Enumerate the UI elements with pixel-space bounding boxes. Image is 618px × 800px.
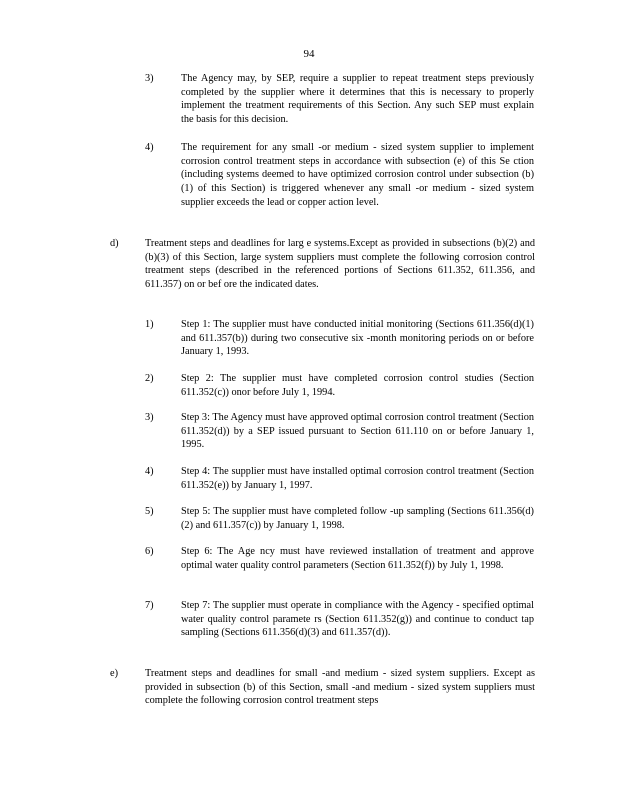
item-label: d) xyxy=(110,238,119,249)
item-text: Step 6: The Age ncy must have reviewed installation of treatment and approve optimal water quality control parameters (Section 611.352(f)) by July 1, 1998. xyxy=(181,546,534,571)
item-label: 1) xyxy=(145,319,154,330)
page-number: 94 xyxy=(303,48,315,60)
item-label: e) xyxy=(110,668,118,679)
item-label: 3) xyxy=(145,73,154,84)
item-label: 2) xyxy=(145,373,154,384)
item-text: The Agency may, by SEP, require a supplier to repeat treatment steps previously completed by the supplier where it determines that this is necessary to properly implement the treatment requirements of this Section. Any such SEP must explain the basis for this decision. xyxy=(181,73,534,126)
item-label: 5) xyxy=(145,506,154,517)
item-text: Step 7: The supplier must operate in compliance with the Agency - specified optimal water quality control paramete rs (Section 611.352(g)) and continue to conduct tap sampling (Sections 611.356(d)(3) and 611.357(d)). xyxy=(181,600,534,639)
item-label: 4) xyxy=(145,142,154,153)
item-label: 6) xyxy=(145,546,154,557)
item-text: Step 2: The supplier must have completed corrosion control studies (Section 611.352(c)) onor before July 1, 1994. xyxy=(181,373,534,398)
item-text: Step 5: The supplier must have completed follow -up sampling (Sections 611.356(d)(2) and 611.357(c)) by January 1, 1998. xyxy=(181,506,534,531)
item-text: Treatment steps and deadlines for small -and medium - sized system suppliers. Except as provided in subsection (b) of this Section, small -and medium - sized system suppliers must complete the following corrosion control treatment steps xyxy=(145,668,535,707)
item-label: 7) xyxy=(145,600,154,611)
item-label: 4) xyxy=(145,466,154,477)
item-text: Step 3: The Agency must have approved optimal corrosion control treatment (Section 611.352(d)) by a SEP issued pursuant to Section 611.110 on or before January 1, 1995. xyxy=(181,412,534,451)
item-text: Step 4: The supplier must have installed optimal corrosion control treatment (Section 611.352(e)) by January 1, 1997. xyxy=(181,466,534,491)
item-text: Step 1: The supplier must have conducted initial monitoring (Sections 611.356(d)(1) and 611.357(b)) during two consecutive six -month monitoring periods on or before January 1, 1993. xyxy=(181,319,534,358)
item-text: Treatment steps and deadlines for larg e systems.Except as provided in subsections (b)(2) and (b)(3) of this Section, large system suppliers must complete the following corrosion control treatment steps (described in the referenced portions of Sections 611.352, 611.356, and 611.357) on or bef ore the indicated dates. xyxy=(145,238,535,291)
item-label: 3) xyxy=(145,412,154,423)
item-text: The requirement for any small -or medium - sized system supplier to implement corrosion control treatment steps in accordance with subsection (e) of this Se ction (including systems deemed to have optimized corrosion control under subsection (b)(1) of this Section) is triggered whenever any small -or medium - sized system supplier exceeds the lead or copper action level. xyxy=(181,142,534,208)
